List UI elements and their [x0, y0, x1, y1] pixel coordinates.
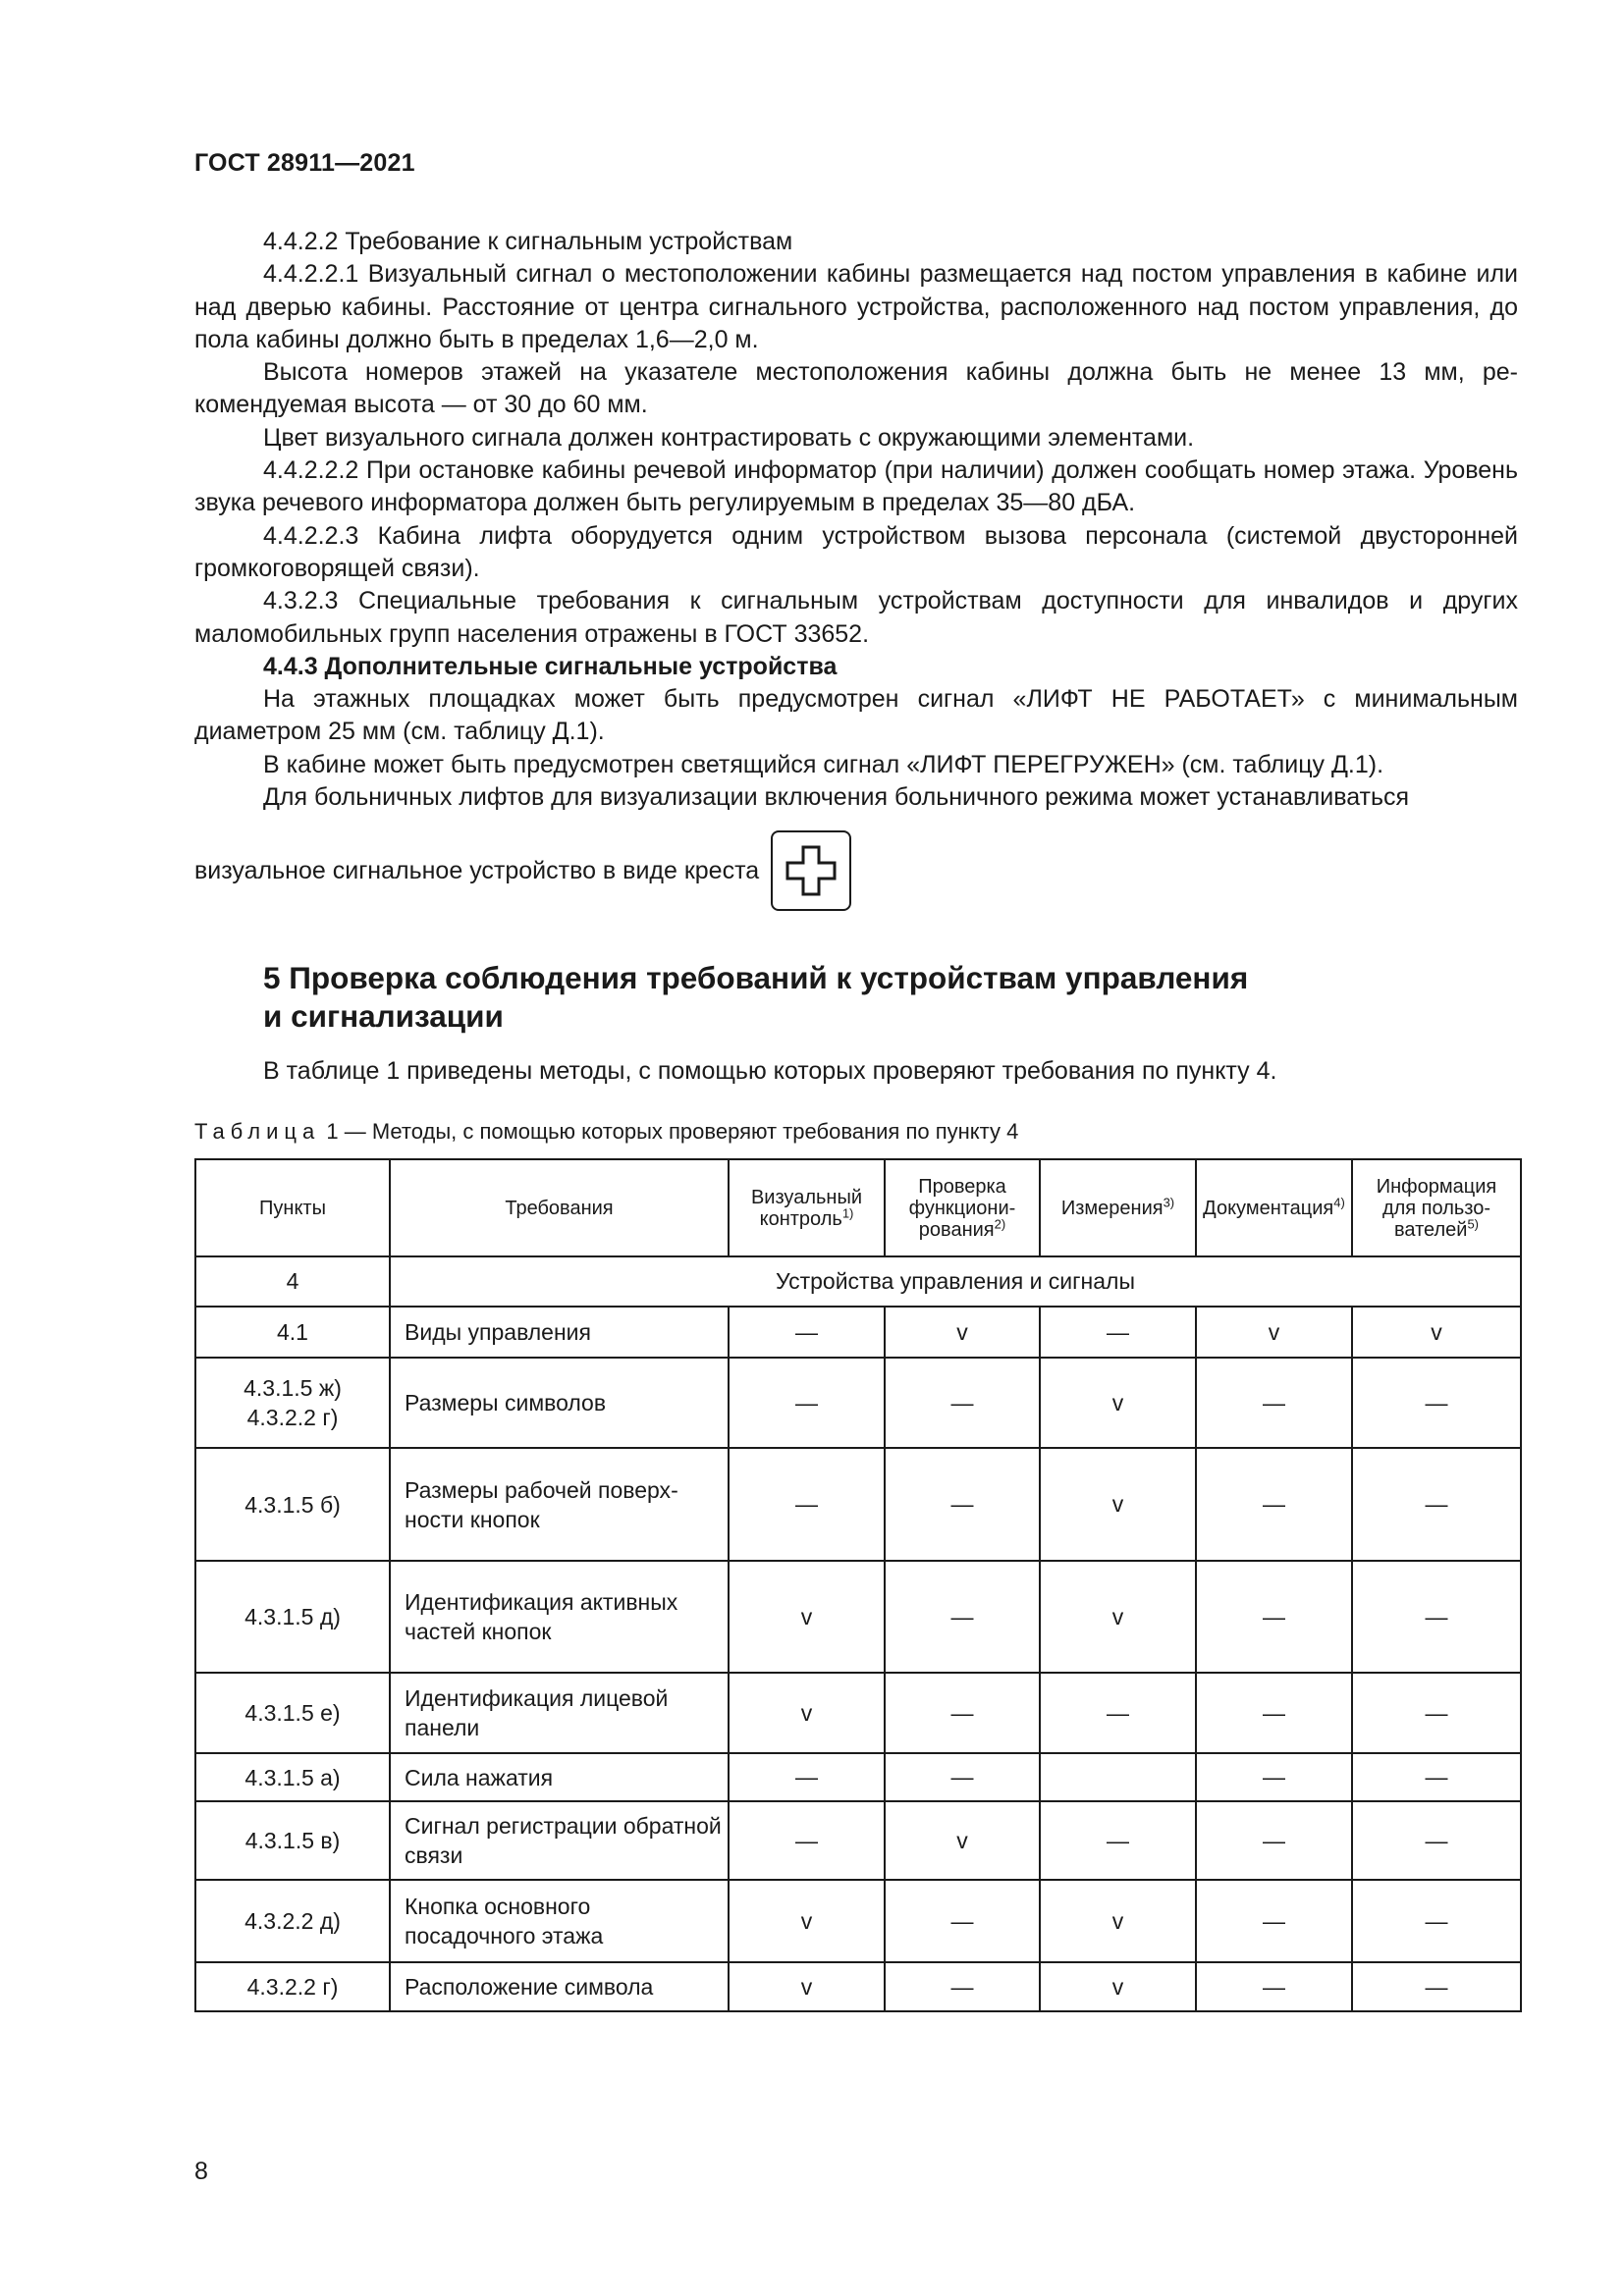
- column-header-text: Визуальный контроль: [750, 1186, 863, 1230]
- cross-signal-text: визуальное сигнальное устройство в виде креста: [194, 856, 760, 884]
- item-number: 4.3.2.2 г): [195, 1962, 390, 2011]
- table-row: [195, 1801, 1521, 1880]
- paragraph: 4.4.3 Дополнительные сигнальные устройства: [263, 652, 838, 680]
- table-header-row: [195, 1159, 1521, 1256]
- method-cell: —: [1196, 1448, 1352, 1561]
- method-cell: v: [729, 1962, 885, 2011]
- method-cell: —: [1196, 1358, 1352, 1448]
- method-cell: v: [729, 1561, 885, 1673]
- method-cell: —: [729, 1801, 885, 1880]
- method-cell: v: [1040, 1448, 1196, 1561]
- method-cell: —: [1196, 1673, 1352, 1753]
- column-header-text: Пункты: [259, 1197, 326, 1219]
- requirement: Идентификация активных частей кнопок: [390, 1561, 729, 1673]
- table-row: [195, 1561, 1521, 1673]
- paragraph: На этажных площадках может быть предусмотрен сигнал «ЛИФТ НЕ РАБОТАЕТ» с минимальным диаметром 25 мм (см. таблицу Д.1).: [194, 685, 1518, 746]
- method-cell: —: [1352, 1673, 1521, 1753]
- method-cell: —: [729, 1753, 885, 1801]
- method-cell: v: [1040, 1561, 1196, 1673]
- cross-icon: [771, 830, 851, 911]
- method-cell: —: [1196, 1753, 1352, 1801]
- section-title: Устройства управления и сигналы: [390, 1256, 1521, 1307]
- method-cell: —: [885, 1880, 1040, 1962]
- table-row: [195, 1358, 1521, 1448]
- item-number: 4.3.1.5 в): [195, 1801, 390, 1880]
- paragraph: Для больничных лифтов для визуализации включения больничного режима может устанавливаться: [263, 783, 1410, 812]
- table-row: [195, 1673, 1521, 1753]
- method-cell: v: [729, 1880, 885, 1962]
- paragraph: 4.4.2.2.2 При остановке кабины речевой информатор (при наличии) должен сообщать номер этажа. Уровень звука речевого информатора должен быть регулируемым в пределах 35—80 дБА.: [194, 456, 1518, 517]
- section-title-line-1: 5 Проверка соблюдения требований к устройствам управления: [263, 960, 1249, 995]
- requirement: Идентификация лицевой панели: [390, 1673, 729, 1753]
- section-title-line-2: и сигнализации: [263, 998, 504, 1034]
- method-cell: —: [1352, 1880, 1521, 1962]
- footnote-marker: 2): [994, 1215, 1006, 1231]
- requirement: Сила нажатия: [390, 1753, 729, 1801]
- column-header-text: Проверка функционирования: [908, 1175, 1016, 1241]
- column-header-text: Измерения: [1060, 1197, 1164, 1219]
- table-caption: [194, 1119, 1018, 1145]
- column-header: [1040, 1159, 1196, 1256]
- item-number: 4.3.1.5 б): [195, 1448, 390, 1561]
- method-cell: v: [1352, 1307, 1521, 1358]
- item-number: 4.3.1.5 а): [195, 1753, 390, 1801]
- column-header-text: Документация: [1203, 1197, 1334, 1219]
- table-row: [195, 1962, 1521, 2011]
- method-cell: —: [885, 1448, 1040, 1561]
- page-number: 8: [194, 2158, 208, 2185]
- paragraph: Высота номеров этажей на указателе местоположения кабины должна быть не менее 13 мм, рекомендуемая высота — от 30 до 60 мм.: [194, 358, 1518, 419]
- paragraph: 4.4.2.2 Требование к сигнальным устройствам: [263, 228, 793, 255]
- methods-table: [194, 1158, 1522, 2012]
- method-cell: —: [885, 1753, 1040, 1801]
- method-cell: v: [1040, 1358, 1196, 1448]
- column-header: [1352, 1159, 1521, 1256]
- method-cell: —: [1196, 1801, 1352, 1880]
- method-cell: v: [1196, 1307, 1352, 1358]
- column-header-text: Информация для пользователей: [1376, 1175, 1497, 1241]
- requirement: Сигнал регистрации обратной связи: [390, 1801, 729, 1880]
- table-intro: В таблице 1 приведены методы, с помощью которых проверяют требования по пункту 4.: [263, 1057, 1277, 1085]
- method-cell: v: [729, 1673, 885, 1753]
- body-text: [194, 226, 1518, 814]
- table-row: [195, 1307, 1521, 1358]
- item-number: 4.3.1.5 е): [195, 1673, 390, 1753]
- requirement: Кнопка основного посадочного этажа: [390, 1880, 729, 1962]
- table-row: [195, 1448, 1521, 1561]
- document-header: ГОСТ 28911—2021: [194, 149, 415, 177]
- item-number: 4.1: [195, 1307, 390, 1358]
- footnote-marker: 1): [841, 1204, 854, 1220]
- item-number: 4.3.1.5 д): [195, 1561, 390, 1673]
- paragraph: 4.4.2.2.1 Визуальный сигнал о местоположении кабины размещается над постом управления в кабине или над дверью кабины. Расстояние от центра сигнального устройства, расположенного над постом управления, до пола кабины должно быть в пределах 1,6—2,0 м.: [194, 260, 1518, 353]
- item-number: 4.3.2.2 д): [195, 1880, 390, 1962]
- method-cell: —: [1352, 1801, 1521, 1880]
- footnote-marker: 3): [1163, 1194, 1175, 1209]
- table-caption-text: 1 — Методы, с помощью которых проверяют требования по пункту 4: [320, 1119, 1019, 1144]
- column-header: [729, 1159, 885, 1256]
- requirement: Виды управления: [390, 1307, 729, 1358]
- method-cell: —: [729, 1358, 885, 1448]
- method-cell: —: [885, 1561, 1040, 1673]
- table-row: [195, 1753, 1521, 1801]
- table-row: [195, 1880, 1521, 1962]
- section-item: 4: [195, 1256, 390, 1307]
- method-cell: —: [1352, 1561, 1521, 1673]
- method-cell: —: [1196, 1962, 1352, 2011]
- paragraph: Цвет визуального сигнала должен контрастировать с окружающими элементами.: [263, 423, 1195, 452]
- method-cell: —: [885, 1358, 1040, 1448]
- footnote-marker: 5): [1467, 1215, 1479, 1231]
- method-cell: —: [1352, 1962, 1521, 2011]
- method-cell: [1040, 1753, 1196, 1801]
- method-cell: v: [1040, 1962, 1196, 2011]
- item-number: 4.3.1.5 ж) 4.3.2.2 г): [195, 1358, 390, 1448]
- cross-signal-line: [194, 830, 851, 911]
- column-header: [390, 1159, 729, 1256]
- method-cell: —: [1040, 1307, 1196, 1358]
- method-cell: —: [1352, 1753, 1521, 1801]
- method-cell: —: [885, 1673, 1040, 1753]
- requirement: Размеры символов: [390, 1358, 729, 1448]
- column-header: [1196, 1159, 1352, 1256]
- column-header-text: Требования: [505, 1197, 614, 1219]
- paragraph: 4.4.2.2.3 Кабина лифта оборудуется одним устройством вызова персонала (системой двусторонней громкоговорящей связи).: [194, 521, 1518, 582]
- method-cell: —: [1196, 1880, 1352, 1962]
- method-cell: —: [729, 1307, 885, 1358]
- method-cell: v: [885, 1801, 1040, 1880]
- method-cell: v: [885, 1307, 1040, 1358]
- method-cell: —: [1196, 1561, 1352, 1673]
- paragraph: 4.3.2.3 Специальные требования к сигнальным устройствам доступности для инвалидов и других маломобильных групп населения отражены в ГОСТ 33652.: [194, 587, 1518, 648]
- method-cell: —: [1352, 1448, 1521, 1561]
- paragraph: В кабине может быть предусмотрен светящийся сигнал «ЛИФТ ПЕРЕГРУЖЕН» (см. таблицу Д.1).: [263, 750, 1384, 778]
- method-cell: —: [729, 1448, 885, 1561]
- method-cell: —: [1040, 1673, 1196, 1753]
- column-header: [885, 1159, 1040, 1256]
- method-cell: —: [1352, 1358, 1521, 1448]
- table-caption-word: Таблица: [194, 1119, 321, 1144]
- section-5-title: [263, 959, 1248, 1036]
- method-cell: v: [1040, 1880, 1196, 1962]
- column-header: [195, 1159, 390, 1256]
- method-cell: —: [1040, 1801, 1196, 1880]
- table-section-row: [195, 1256, 1521, 1307]
- requirement: Расположение символа: [390, 1962, 729, 2011]
- method-cell: —: [885, 1962, 1040, 2011]
- footnote-marker: 4): [1333, 1194, 1345, 1209]
- requirement: Размеры рабочей поверхности кнопок: [390, 1448, 729, 1561]
